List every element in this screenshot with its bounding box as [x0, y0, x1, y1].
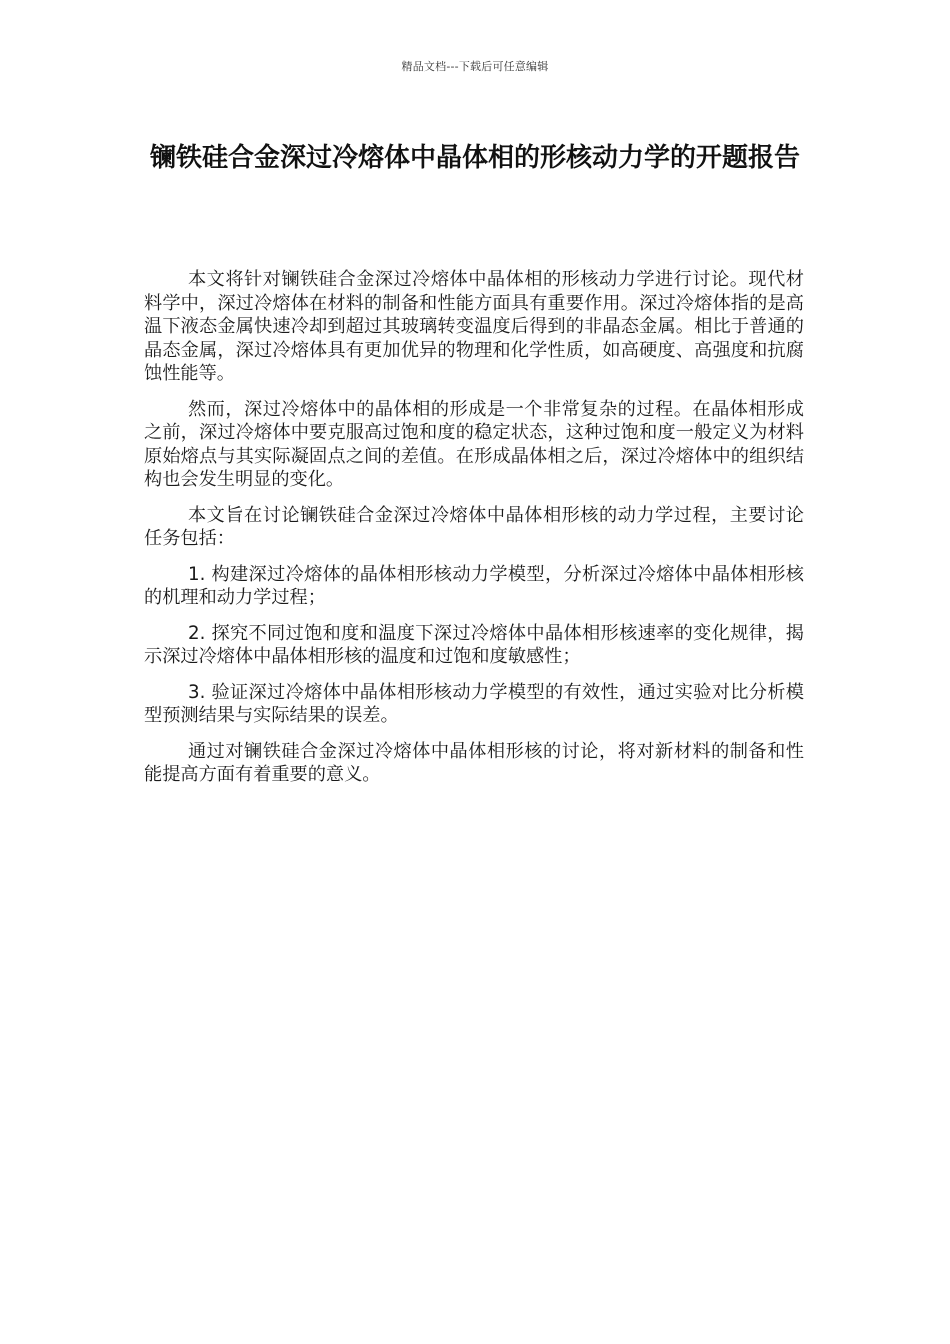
paragraph-background: 然而，深过冷熔体中的晶体相的形成是一个非常复杂的过程。在晶体相形成之前，深过冷熔体中要克服高过饱和度的稳定状态，这种过饱和度一般定义为材料原始熔点与其实际凝固点之间的差值。在形成晶体相之后，深过冷熔体中的组织结构也会发生明显的变化。 [144, 398, 804, 490]
paragraph-conclusion: 通过对镧铁硅合金深过冷熔体中晶体相形核的讨论，将对新材料的制备和性能提高方面有着重要的意义。 [144, 740, 804, 785]
header-note: 精品文档---下载后可任意编辑 [401, 60, 549, 73]
task-item-2: 2. 探究不同过饱和度和温度下深过冷熔体中晶体相形核速率的变化规律，揭示深过冷熔体中晶体相形核的温度和过饱和度敏感性； [144, 622, 804, 667]
task-item-1: 1. 构建深过冷熔体的晶体相形核动力学模型，分析深过冷熔体中晶体相形核的机理和动力学过程； [144, 563, 804, 608]
task-item-3: 3. 验证深过冷熔体中晶体相形核动力学模型的有效性，通过实验对比分析模型预测结果与实际结果的误差。 [144, 681, 804, 726]
paragraph-objective: 本文旨在讨论镧铁硅合金深过冷熔体中晶体相形核的动力学过程，主要讨论任务包括： [144, 504, 804, 549]
paragraph-intro: 本文将针对镧铁硅合金深过冷熔体中晶体相的形核动力学进行讨论。现代材料学中，深过冷熔体在材料的制备和性能方面具有重要作用。深过冷熔体指的是高温下液态金属快速冷却到超过其玻璃转变温度后得到的非晶态金属。相比于普通的晶态金属，深过冷熔体具有更加优异的物理和化学性质，如高硬度、高强度和抗腐蚀性能等。 [144, 269, 804, 384]
document-body [144, 268, 804, 799]
document-title: 镧铁硅合金深过冷熔体中晶体相的形核动力学的开题报告 [149, 143, 800, 173]
